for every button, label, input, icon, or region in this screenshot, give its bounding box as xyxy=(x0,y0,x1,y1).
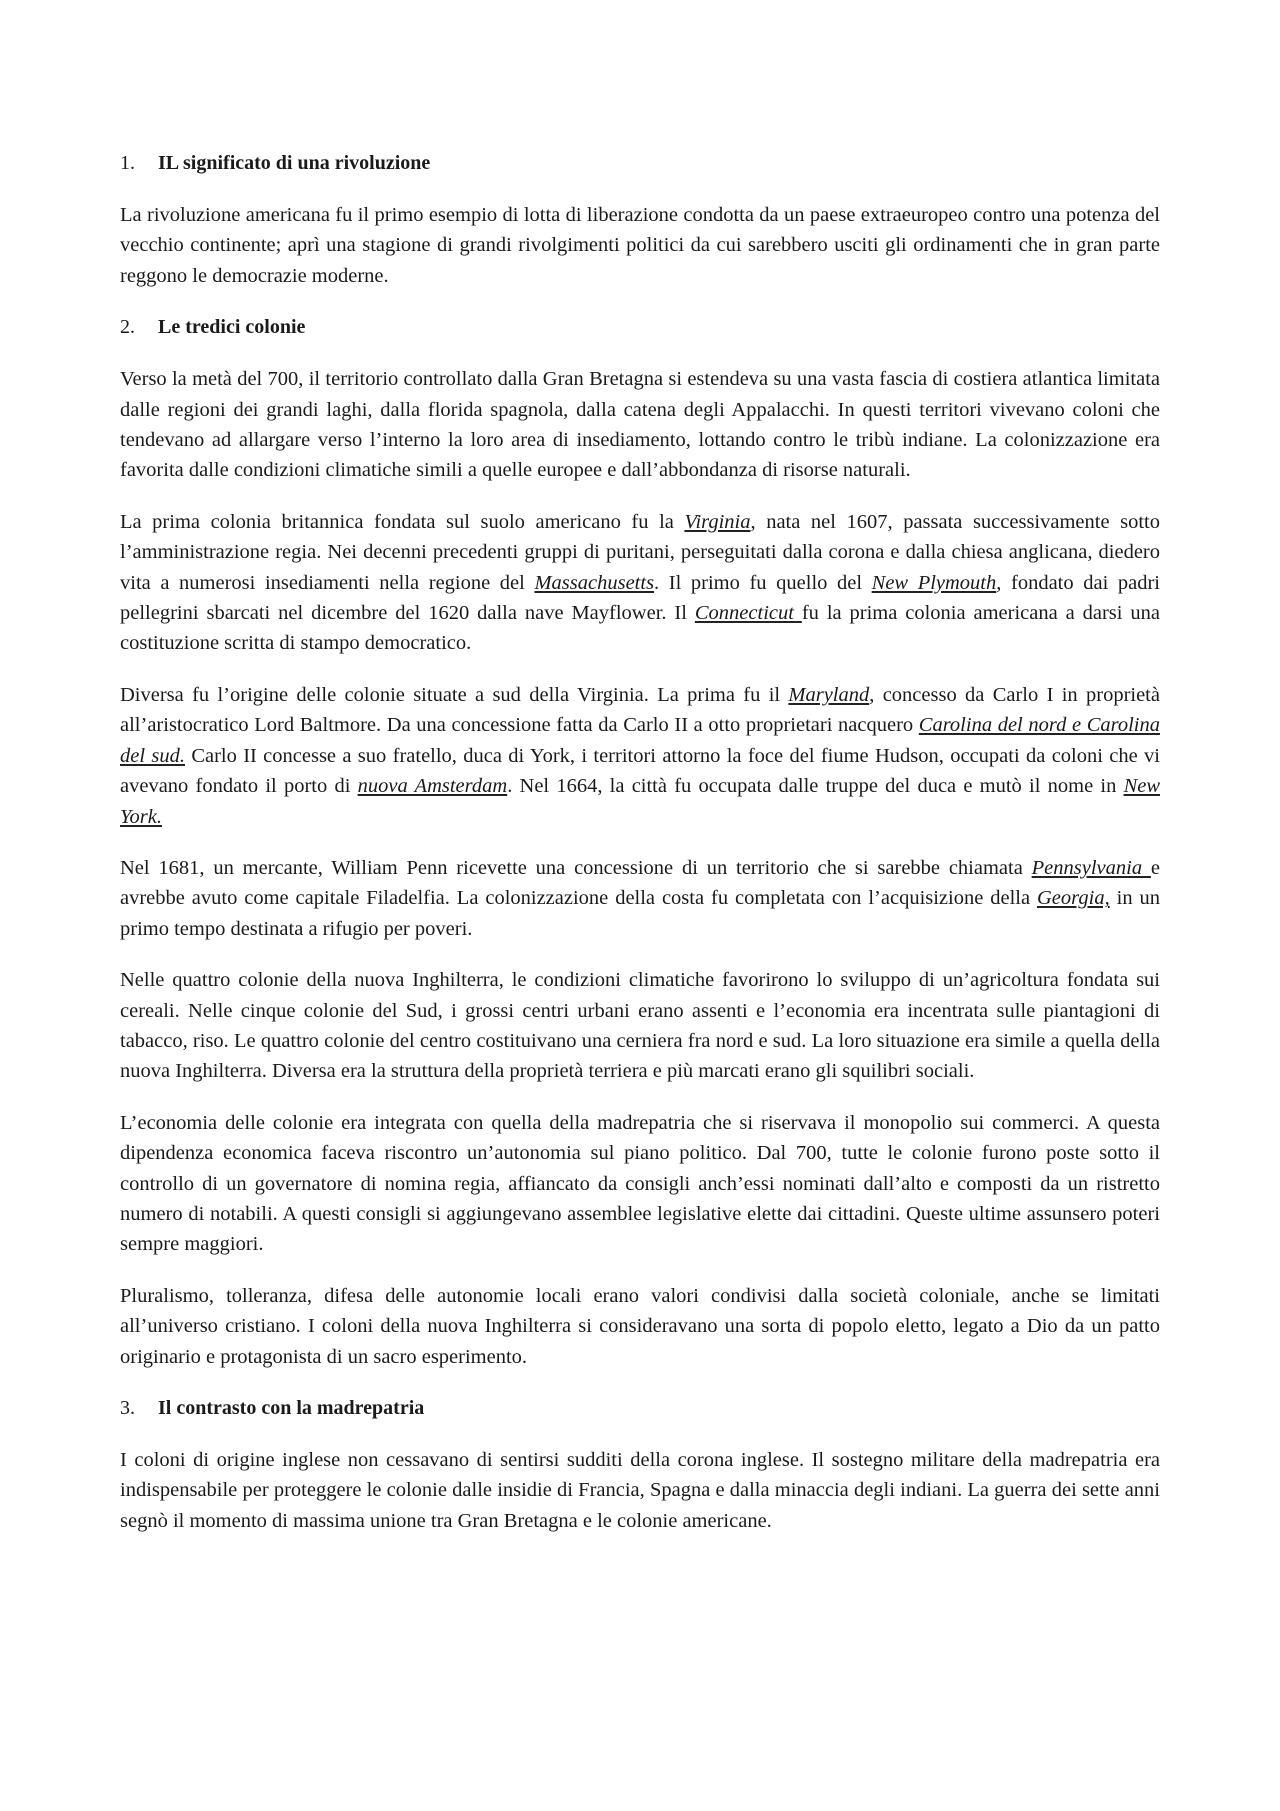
text-run: in un primo tempo destinata a rifugio per poveri. xyxy=(120,887,1160,940)
section-title: IL significato di una rivoluzione xyxy=(158,152,431,174)
section-number: 2. xyxy=(120,316,135,339)
section-heading-3 xyxy=(120,1393,1160,1423)
paragraph: La rivoluzione americana fu il primo esempio di lotta di liberazione condotta da un paese extraeuropeo contro una potenza del vecchio continente; aprì una stagione di grandi rivolgimenti politici da cui sarebbero usciti gli ordinamenti che in gran parte reggono le democrazie moderne. xyxy=(120,204,1160,287)
colony-link-virginia[interactable]: Virginia xyxy=(684,510,751,533)
section-number: 1. xyxy=(120,152,135,174)
paragraph: Nelle quattro colonie della nuova Inghilterra, le condizioni climatiche favorirono lo sviluppo di un’agricoltura fondata sui cereali. Nelle cinque colonie del Sud, i grossi centri urbani erano assenti e l’economia era incentrata sulle piantagioni di tabacco, riso. Le quattro colonie del centro costituivano una cerniera fra nord e sud. La loro situazione era simile a quella della nuova Inghilterra. Diversa era la struttura della proprietà terriera e più marcati erano gli squilibri sociali. xyxy=(120,969,1160,1083)
text-run: e avrebbe avuto come capitale Filadelfia. La colonizzazione della costa fu completata con l’acquisizione della xyxy=(120,856,1160,910)
paragraph: Verso la metà del 700, il territorio controllato dalla Gran Bretagna si estendeva su una vasta fascia di costiera atlantica limitata dalle regioni dei grandi laghi, dalla florida spagnola, dalla catena degli Appalacchi. In questi territori vivevano coloni che tendevano ad allargare verso l’interno la loro area di insediamento, lottando contro le tribù indiane. La colonizzazione era favorita dalle condizioni climatiche simili a quelle europee e dall’abbondanza di risorse naturali. xyxy=(120,368,1160,482)
paragraph: Pluralismo, tolleranza, difesa delle autonomie locali erano valori condivisi dalla società coloniale, anche se limitati all’universo cristiano. I coloni della nuova Inghilterra si consideravano una sorta di popolo eletto, legato a Dio da un patto originario e protagonista di un sacro esperimento. xyxy=(120,1284,1160,1368)
colony-link-massachusetts[interactable]: Massachusetts xyxy=(534,571,655,594)
paragraph: I coloni di origine inglese non cessavano di sentirsi sudditi della corona inglese. Il sostegno militare della madrepatria era indispensabile per proteggere le colonie dalle insidie di Francia, Spagna e dalla minaccia degli indiani. La guerra dei sette anni segnò il momento di massima unione tra Gran Bretagna e le colonie americane. xyxy=(120,1449,1160,1532)
text-run: fu la prima colonia americana a darsi una costituzione scritta di stampo democratico. xyxy=(120,602,1160,655)
text-run: , concesso da Carlo I in proprietà all’aristocratico Lord Baltmore. Da una concessione fatta da Carlo II a otto proprietari nacquero xyxy=(120,683,1160,737)
text-run: Carlo II concesse a suo fratello, duca di York, i territori attorno la foce del fiume Hudson, occupati da coloni che vi avevano fondato il porto di xyxy=(120,744,1160,798)
section-title: Le tredici colonie xyxy=(158,316,306,339)
text-run: . Il primo fu quello del xyxy=(654,571,872,594)
colony-link-maryland[interactable]: Maryland xyxy=(788,683,870,706)
colony-link-carolina[interactable]: Carolina del nord e Carolina del sud. xyxy=(120,714,1160,767)
text-run: , nata nel 1607, passata successivamente sotto l’amministrazione regia. Nei decenni precedenti gruppi di puritani, perseguitati dalla corona e dalla chiesa anglicana, diedero vita a numerosi insediamenti nella regione del xyxy=(120,510,1160,594)
document-page xyxy=(120,148,1160,1557)
paragraph xyxy=(120,680,1160,832)
colony-link-nuova-amsterdam[interactable]: nuova Amsterdam xyxy=(357,775,508,798)
colony-link-pennsylvania[interactable]: Pennsylvania xyxy=(1031,856,1151,879)
paragraph: L’economia delle colonie era integrata con quella della madrepatria che si riservava il monopolio sui commerci. A questa dipendenza economica faceva riscontro un’autonomia sul piano politico. Dal 700, tutte le colonie furono poste sotto il controllo di un governatore di nomina regia, affiancato da consigli anch’essi nominati dall’alto e composti da un ristretto numero di notabili. A questi consigli si aggiungevano assemblee legislative elette dai cittadini. Queste ultime assunsero poteri sempre maggiori. xyxy=(120,1111,1160,1256)
section-title: Il contrasto con la madrepatria xyxy=(158,1397,425,1419)
paragraph xyxy=(120,507,1160,659)
colony-link-new-plymouth[interactable]: New Plymouth xyxy=(871,571,997,594)
colony-link-new-york[interactable]: New York. xyxy=(120,775,1161,828)
text-run: , fondato dai padri pellegrini sbarcati nel dicembre del 1620 dalla nave Mayflower. Il xyxy=(120,571,1160,625)
section-number: 3. xyxy=(120,1397,135,1419)
colony-link-connecticut[interactable]: Connecticut xyxy=(694,602,802,625)
section-heading-2 xyxy=(120,312,1160,342)
text-run: Diversa fu l’origine delle colonie situate a sud della Virginia. La prima fu il xyxy=(120,683,789,706)
text-run: Nel 1681, un mercante, William Penn ricevette una concessione di un territorio che si sarebbe chiamata xyxy=(120,856,1032,879)
colony-link-georgia[interactable]: Georgia, xyxy=(1037,887,1110,910)
paragraph xyxy=(120,853,1160,944)
text-run: La prima colonia britannica fondata sul suolo americano fu la xyxy=(120,510,685,533)
section-heading-1 xyxy=(120,148,1160,178)
text-run: . Nel 1664, la città fu occupata dalle truppe del duca e mutò il nome in xyxy=(507,775,1124,798)
